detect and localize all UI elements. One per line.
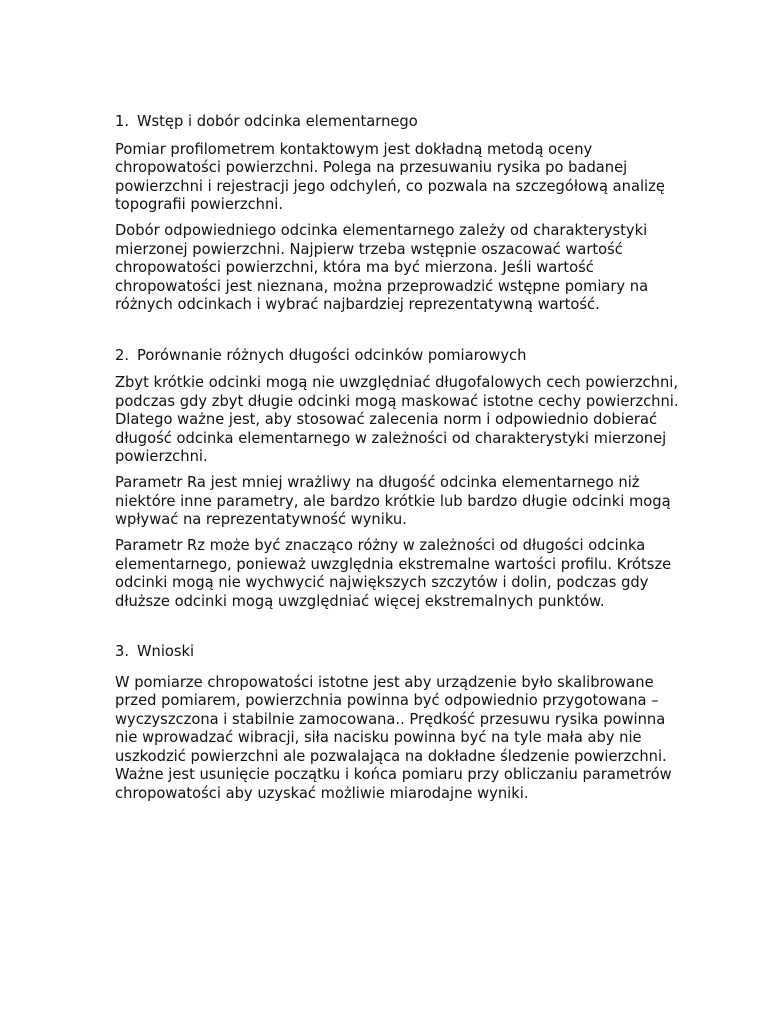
paragraph: Parametr Ra jest mniej wrażliwy na długość odcinka elementarnego niż niektóre inne parametry, ale bardzo krótkie lub bardzo długie odcinki mogą wpływać na reprezentatywność wyniku. — [115, 474, 671, 528]
paragraph: Dobór odpowiedniego odcinka elementarnego zależy od charakterystyki mierzonej powierzchni. Najpierw trzeba wstępnie oszacować wartość chropowatości powierzchni, która ma być mierzona. Jeśli wartość chropowatości jest nieznana, można przeprowadzić wstępne pomiary na różnych odcinkach i wybrać najbardziej reprezentatywną wartość. — [115, 222, 649, 313]
section-heading — [115, 113, 685, 132]
paragraph: Pomiar profilometrem kontaktowym jest dokładną metodą oceny chropowatości powierzchni. Polega na przesuwaniu rysika po badanej powierzchni i rejestracji jego odchyleń, co pozwala na szczegółową analizę topografii powierzchni. — [115, 140, 665, 213]
section-conclusions — [115, 643, 685, 803]
section-title: Wnioski — [137, 643, 195, 660]
section-title: Porównanie różnych długości odcinków pomiarowych — [137, 346, 527, 364]
paragraph: W pomiarze chropowatości istotne jest aby urządzenie było skalibrowane przed pomiarem, powierzchnia powinna być odpowiednio przygotowana – wyczyszczona i stabilnie zamocowana.. Prędkość przesuwu rysika powinna nie wprowadzać wibracji, siła nacisku powinna być na tyle mała aby nie uszkodzić powierzchni ale pozwalająca na dokładne śledzenie powierzchni. Ważne jest usunięcie początku i końca pomiaru przy obliczaniu parametrów chropowatości aby uzyskać możliwie miarodajne wyniki. — [115, 673, 672, 802]
paragraph: Parametr Rz może być znacząco różny w zależności od długości odcinka elementarnego, ponieważ uwzględnia ekstremalne wartości profilu. Krótsze odcinki mogą nie wychwycić największych szczytów i dolin, podczas gdy dłuższe odcinki mogą uwzględniać więcej ekstremalnych punktów. — [115, 537, 672, 610]
section-title: Wstęp i dobór odcinka elementarnego — [137, 113, 418, 130]
paragraph: Zbyt krótkie odcinki mogą nie uwzględniać długofalowych cech powierzchni, podczas gdy zbyt długie odcinki mogą maskować istotne cechy powierzchni. Dlatego ważne jest, aby stosować zalecenia norm i odpowiednio dobierać długość odcinka elementarnego w zależności od charakterystyki mierzonej powierzchni. — [115, 374, 679, 465]
section-number: 2. — [115, 346, 130, 364]
section-introduction — [115, 113, 685, 315]
section-comparison — [115, 347, 685, 612]
section-number: 3. — [115, 643, 130, 660]
section-heading — [115, 347, 685, 366]
section-number: 1. — [115, 113, 130, 130]
section-heading — [115, 643, 685, 662]
document-page — [115, 113, 685, 811]
